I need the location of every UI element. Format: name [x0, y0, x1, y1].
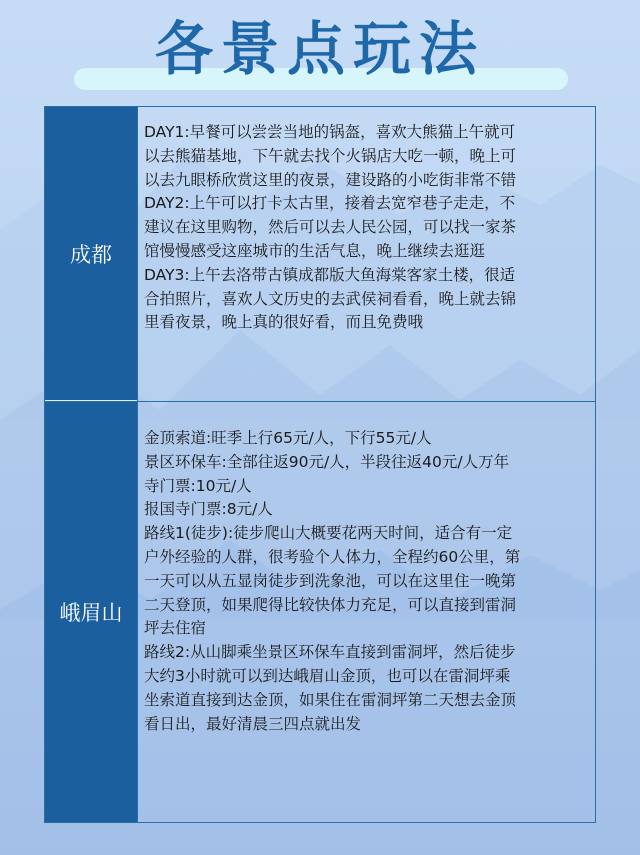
row-emeishan	[45, 402, 595, 822]
content-line: 里看夜景，晚上真的很好看，而且免费哦	[144, 313, 424, 332]
content-line: 户外经验的人群，很考验个人体力，全程约60公里，第	[144, 547, 521, 566]
row-chengdu	[45, 107, 595, 402]
content-line: 看日出，最好清晨三四点就出发	[144, 714, 362, 733]
title-area	[0, 12, 640, 92]
content-line: DAY1:早餐可以尝尝当地的锅盔，喜欢大熊猫上午就可	[144, 123, 516, 141]
itinerary-table	[44, 106, 596, 823]
content-line: 二天登顶，如果爬得比较快体力充足，可以直接到雷洞	[144, 595, 517, 614]
row-label-cell	[45, 402, 137, 822]
content-line: 寺门票:10元/人	[144, 476, 252, 495]
page-title: 各景点玩法	[154, 15, 485, 83]
row-label-chengdu: 成都	[70, 242, 112, 267]
content-line: 坪去住宿	[144, 619, 207, 638]
content-line: 大约3小时就可以到达峨眉山金顶，也可以在雷洞坪乘	[144, 666, 511, 685]
content-line: DAY3:上午去洛带古镇成都版大鱼海棠客家土楼，很适	[144, 265, 516, 284]
row-content-emeishan	[137, 402, 595, 822]
content-line: 路线1(徒步):徒步爬山大概要花两天时间，适合有一定	[144, 524, 513, 543]
content-line: 以去熊猫基地，下午就去找个火锅店大吃一顿，晚上可	[144, 146, 517, 165]
content-line: 报国寺门票:8元/人	[144, 500, 273, 519]
content-line: DAY2:上午可以打卡太古里，接着去宽窄巷子走走，不	[144, 194, 516, 213]
content-line: 以去九眼桥欣赏这里的夜景，建设路的小吃街非常不错	[144, 170, 517, 189]
row-label-emeishan: 峨眉山	[59, 601, 123, 625]
content-line: 景区环保车:全部往返90元/人，半段往返40元/人万年	[144, 452, 510, 471]
content-line: 一天可以从五显岗徒步到洗象池，可以在这里住一晚第	[144, 571, 517, 590]
content-line: 建议在这里购物，然后可以去人民公园，可以找一家茶	[144, 218, 517, 237]
row-content-chengdu	[137, 107, 595, 401]
content-line: 坐索道直接到达金顶，如果住在雷洞坪第二天想去金顶	[144, 690, 517, 709]
content-line: 金顶索道:旺季上行65元/人，下行55元/人	[144, 429, 432, 447]
content-line: 馆慢慢感受这座城市的生活气息，晚上继续去逛逛	[144, 241, 486, 260]
row-label-cell	[45, 107, 137, 401]
content-line: 路线2:从山脚乘坐景区环保车直接到雷洞坪，然后徒步	[144, 643, 516, 662]
content-line: 合拍照片，喜欢人文历史的去武侯祠看看，晚上就去锦	[144, 289, 517, 308]
